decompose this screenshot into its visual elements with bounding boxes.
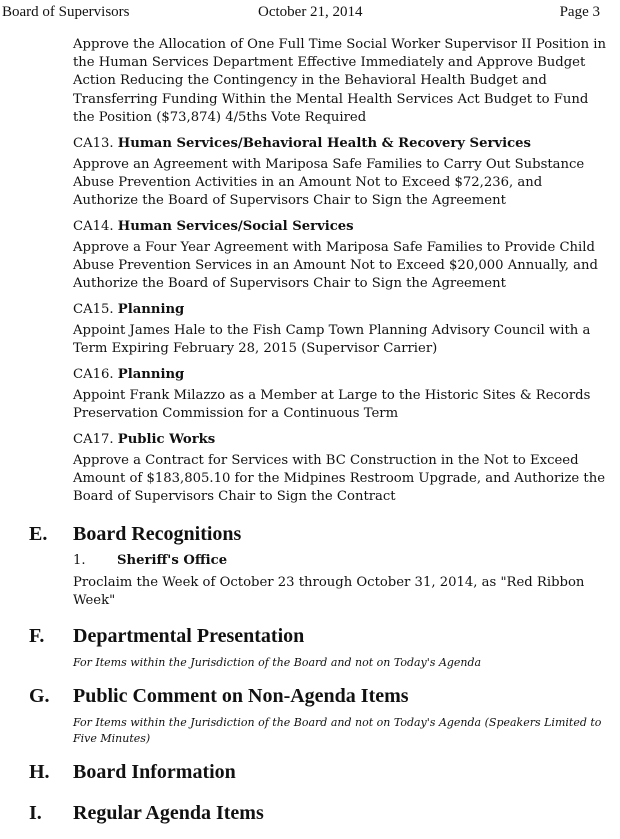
consent-item-title: Planning bbox=[117, 302, 185, 317]
section-title: Regular Agenda Items bbox=[73, 802, 264, 824]
consent-item-heading bbox=[73, 431, 215, 449]
consent-item-code: CA16. bbox=[73, 367, 114, 382]
consent-item-code: CA15. bbox=[73, 302, 114, 317]
header-date: October 21, 2014 bbox=[258, 4, 363, 20]
recognition-item-title: Sheriff's Office bbox=[117, 553, 228, 568]
section-letter: F. bbox=[29, 625, 45, 647]
section-heading-h bbox=[0, 761, 620, 787]
consent-item-code: CA13. bbox=[73, 136, 114, 151]
section-heading-g bbox=[0, 685, 620, 711]
recognition-item-number: 1. bbox=[73, 553, 86, 568]
consent-item-heading bbox=[73, 135, 531, 153]
section-heading-i bbox=[0, 802, 620, 828]
section-heading-f bbox=[0, 625, 620, 651]
section-letter: G. bbox=[29, 685, 50, 707]
consent-item-title: Human Services/Social Services bbox=[117, 219, 354, 234]
consent-item-heading bbox=[73, 301, 184, 319]
header-page-number: Page 3 bbox=[559, 4, 600, 20]
consent-item-heading bbox=[73, 218, 354, 236]
section-title: Public Comment on Non-Agenda Items bbox=[73, 685, 409, 707]
page-header bbox=[0, 4, 620, 22]
consent-item-text: Approve a Four Year Agreement with Mariposa Safe Families to Provide Child Abuse Prevention Services in an Amount Not to Exceed $20,000 Annually, and Authorize the Board of Supervisors Chair to Sign the Agreement bbox=[73, 240, 598, 292]
consent-item-title: Public Works bbox=[117, 432, 216, 447]
recognition-item-heading bbox=[73, 552, 227, 570]
consent-item-title: Human Services/Behavioral Health & Recovery Services bbox=[117, 136, 531, 151]
consent-item-code: CA17. bbox=[73, 432, 114, 447]
consent-item-code: CA14. bbox=[73, 219, 114, 234]
section-letter: I. bbox=[29, 802, 42, 824]
consent-item-text: Appoint James Hale to the Fish Camp Town Planning Advisory Council with a Term Expiring February 28, 2015 (Supervisor Carrier) bbox=[73, 323, 591, 357]
section-letter: E. bbox=[29, 523, 48, 545]
consent-item-text: Appoint Frank Milazzo as a Member at Large to the Historic Sites & Records Preservation Commission for a Continuous Term bbox=[73, 388, 591, 422]
section-letter: H. bbox=[29, 761, 50, 783]
header-board-name: Board of Supervisors bbox=[2, 4, 130, 20]
consent-item-heading bbox=[73, 366, 184, 384]
section-note: For Items within the Jurisdiction of the Board and not on Today's Agenda bbox=[73, 656, 482, 669]
section-heading-e bbox=[0, 523, 620, 549]
consent-item-text: Approve a Contract for Services with BC Construction in the Not to Exceed Amount of $183,805.10 for the Midpines Restroom Upgrade, and Authorize the Board of Supervisors Chair to Sign the Contract bbox=[73, 453, 606, 505]
consent-item-text: Approve an Agreement with Mariposa Safe Families to Carry Out Substance Abuse Prevention Activities in an Amount Not to Exceed $72,236, and Authorize the Board of Supervisors Chair to Sign the Agreement bbox=[73, 157, 585, 209]
continued-item-text: Approve the Allocation of One Full Time Social Worker Supervisor II Position in the Human Services Department Effective Immediately and Approve Budget Action Reducing the Contingency in the Behavioral Health Budget and Transferring Funding Within the Mental Health Services Act Budget to Fund the Position ($73,874) 4/5ths Vote Required bbox=[73, 37, 606, 125]
section-title: Departmental Presentation bbox=[73, 625, 305, 647]
recognition-item-text: Proclaim the Week of October 23 through October 31, 2014, as "Red Ribbon Week" bbox=[73, 575, 585, 609]
section-note: For Items within the Jurisdiction of the Board and not on Today's Agenda (Speakers Limited to Five Minutes) bbox=[73, 716, 602, 745]
consent-item-title: Planning bbox=[117, 367, 185, 382]
section-title: Board Information bbox=[73, 761, 236, 783]
section-title: Board Recognitions bbox=[73, 523, 242, 545]
